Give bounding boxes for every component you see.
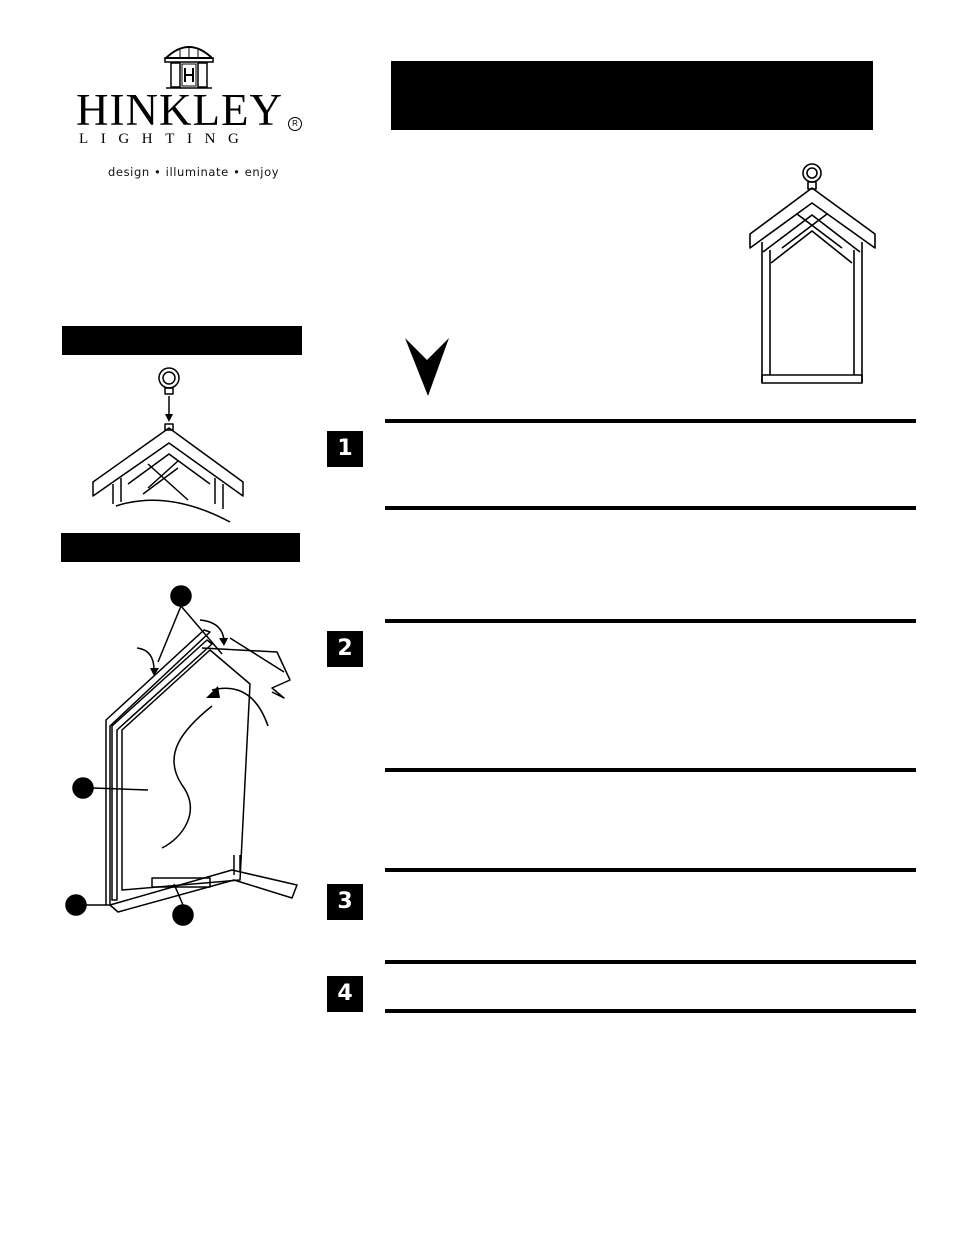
rule-6 (385, 960, 916, 964)
brand-name: HINKLEY (76, 85, 283, 135)
brand-sub: LIGHTING (79, 131, 252, 147)
step-number-3: 3 (327, 884, 363, 920)
rule-3 (385, 619, 916, 623)
rule-2 (385, 506, 916, 510)
step-number-1: 1 (327, 431, 363, 467)
step-number-2: 2 (327, 631, 363, 667)
rule-7 (385, 1009, 916, 1013)
section-header-bar-1 (62, 326, 302, 355)
rule-1 (385, 419, 916, 423)
loop-attachment-diagram (88, 364, 248, 524)
rule-5 (385, 868, 916, 872)
down-arrow-icon (400, 336, 454, 398)
lantern-emblem-icon (160, 42, 218, 90)
glass-panel-diagram (62, 580, 302, 930)
section-header-bar-2 (61, 533, 300, 562)
lantern-outline-icon (745, 160, 880, 388)
rule-4 (385, 768, 916, 772)
step-number-4: 4 (327, 976, 363, 1012)
brand-tagline: design • illuminate • enjoy (108, 165, 280, 179)
registered-mark: R (288, 117, 302, 131)
title-banner (391, 61, 873, 130)
